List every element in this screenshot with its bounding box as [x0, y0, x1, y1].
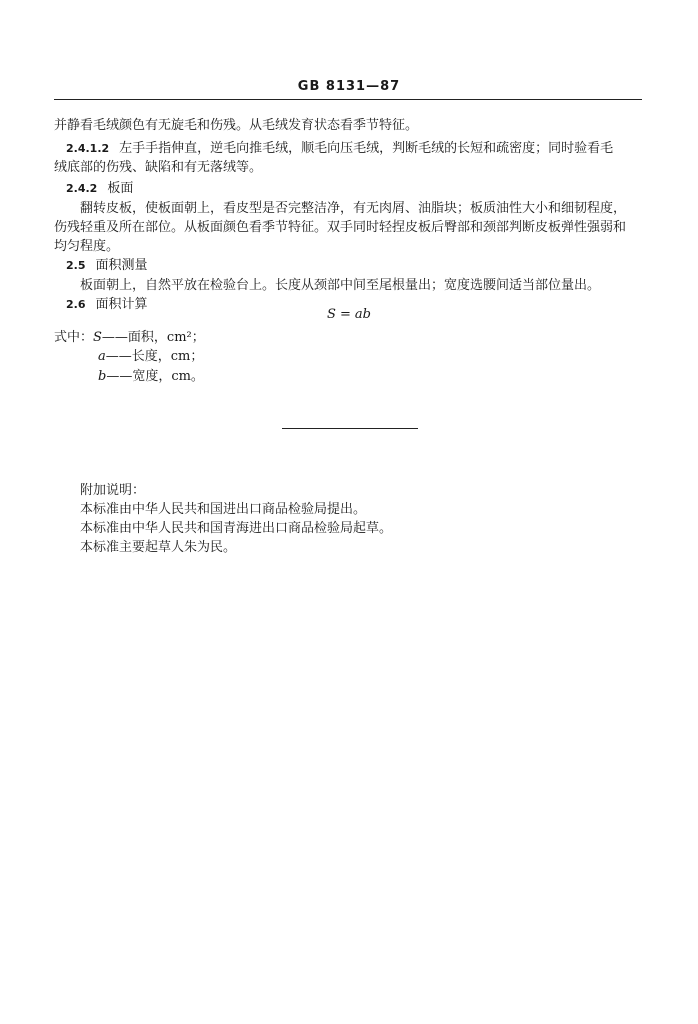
- where-clause-b: [98, 369, 204, 385]
- where-description: ——宽度，cm。: [106, 369, 204, 384]
- notes-line: 本标准由中华人民共和国青海进出口商品检验局起草。: [80, 521, 393, 536]
- header-rule: [54, 99, 642, 100]
- where-symbol: b: [98, 369, 107, 384]
- where-clause-s: [54, 330, 205, 346]
- section-heading: 面积计算: [95, 297, 148, 312]
- where-symbol: S: [93, 330, 102, 345]
- page-header: GB 8131—87: [297, 79, 401, 94]
- paragraph-line: 板面朝上，自然平放在检验台上。长度从颈部中间至尾根量出；宽度选腰间适当部位量出。: [80, 278, 601, 293]
- formula-equals: =: [339, 307, 351, 322]
- where-prefix: 式中：: [54, 330, 94, 345]
- section-number: 2.5: [66, 259, 86, 272]
- paragraph-line: 并静看毛绒颜色有无旋毛和伤残。从毛绒发育状态看季节特征。: [54, 118, 419, 133]
- notes-heading: 附加说明：: [80, 483, 146, 498]
- notes-line: 本标准由中华人民共和国进出口商品检验局提出。: [80, 502, 367, 517]
- area-formula: [0, 307, 698, 322]
- where-symbol: a: [98, 349, 106, 364]
- notes-line: 本标准主要起草人朱为民。: [80, 540, 237, 555]
- section-number: 2.6: [66, 298, 86, 311]
- formula-lhs: S: [327, 307, 336, 322]
- where-description: ——长度，cm；: [105, 349, 204, 364]
- section-heading: 面积测量: [95, 258, 148, 273]
- section-number: 2.4.1.2: [66, 142, 110, 155]
- paragraph-text: 左手手指伸直，逆毛向推毛绒，顺毛向压毛绒，判断毛绒的长短和疏密度；同时验看毛: [119, 141, 614, 156]
- paragraph-line: 均匀程度。: [54, 239, 120, 254]
- paragraph-line: 翻转皮板，使板面朝上，看皮型是否完整洁净，有无肉屑、油脂块；板质油性大小和细韧程度，: [80, 201, 627, 216]
- section-2-4-1-2: [66, 141, 613, 157]
- section-2-5: [66, 258, 148, 274]
- where-description: ——面积，cm²；: [101, 330, 205, 345]
- formula-rhs: ab: [354, 307, 371, 322]
- where-clause-a: [98, 349, 203, 365]
- paragraph-line: 绒底部的伤残、缺陷和有无落绒等。: [54, 160, 263, 175]
- paragraph-line: 伤残轻重及所在部位。从板面颜色看季节特征。双手同时轻捏皮板后臀部和颈部判断皮板弹性强弱和: [54, 220, 627, 235]
- section-heading: 板面: [107, 181, 134, 196]
- section-2-4-2: [66, 181, 133, 197]
- end-rule: [282, 428, 418, 429]
- section-number: 2.4.2: [66, 182, 98, 195]
